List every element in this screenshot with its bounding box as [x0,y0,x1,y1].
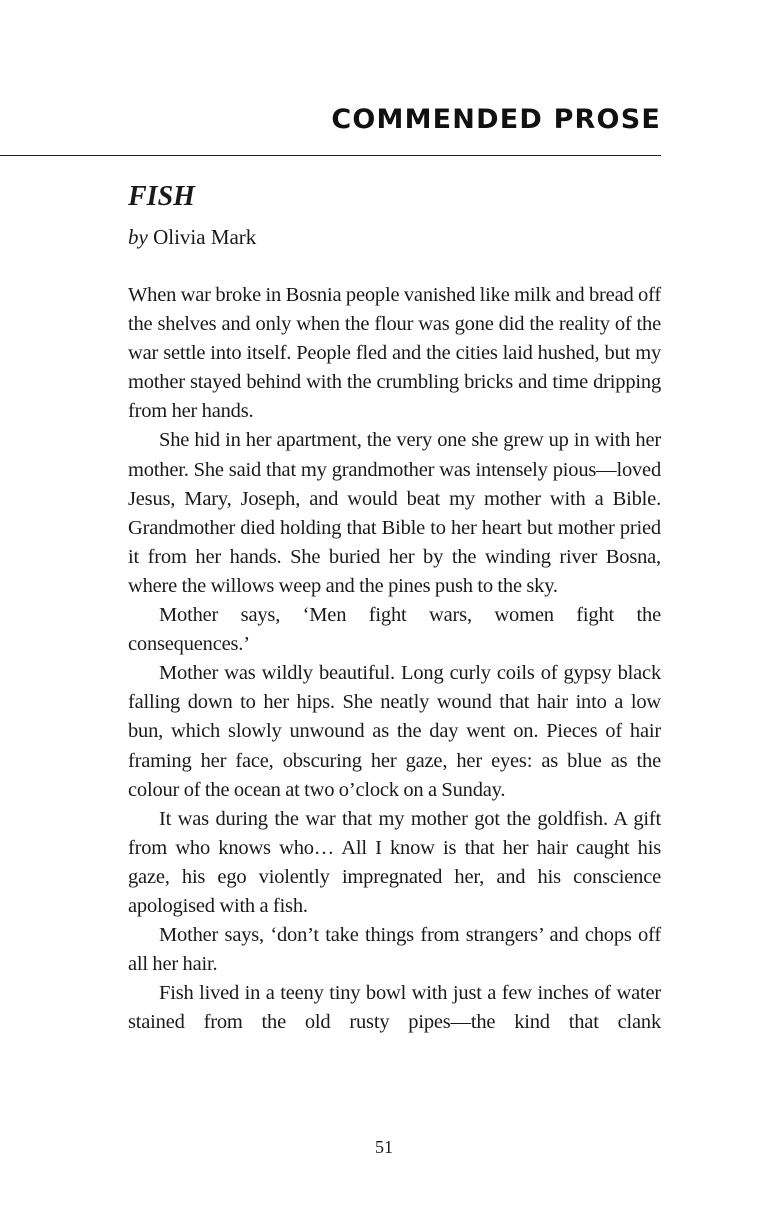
story-title: FISH [128,181,195,212]
paragraph: Mother says, ‘Men fight wars, women fight the consequences.’ [128,604,661,656]
page-number: 51 [375,1137,393,1157]
paragraph: When war broke in Bosnia people vanished like milk and bread off the shelves and only when the flour was gone did the reality of the war settle into itself. People fled and the cities laid hushed, but my mother stayed behind with the crumbling bricks and time dripping from her hands. [128,284,661,423]
byline-prefix: by [128,225,148,249]
paragraph: Mother was wildly beautiful. Long curly coils of gypsy black falling down to her hips. She neatly wound that hair into a low bun, which slowly unwound as the day went on. Pieces of hair framing her face, obscuring her gaze, her eyes: as blue as the colour of the ocean at two o’clock on a Sunday. [128,662,661,801]
story-body [128,281,661,1037]
section-title: COMMENDED PROSE [331,104,661,135]
paragraph: It was during the war that my mother got the goldfish. A gift from who knows who… All I know is that her hair caught his gaze, his ego violently impregnated her, and his conscience apologised with a fish. [128,807,661,917]
byline [128,225,256,250]
section-header [0,98,661,156]
paragraph: Mother says, ‘don’t take things from strangers’ and chops off all her hair. [128,924,661,976]
author-name: Olivia Mark [153,225,257,249]
paragraph: Fish lived in a teeny tiny bowl with just a few inches of water stained from the old rusty pipes—the kind that clank [128,982,661,1034]
paragraph: She hid in her apartment, the very one she grew up in with her mother. She said that my grandmother was intensely pious—loved Jesus, Mary, Joseph, and would beat my mother with a Bible. Grandmother died holding that Bible to her heart but mother pried it from her hands. She buried her by the winding river Bosna, where the willows weep and the pines push to the sky. [128,429,661,597]
